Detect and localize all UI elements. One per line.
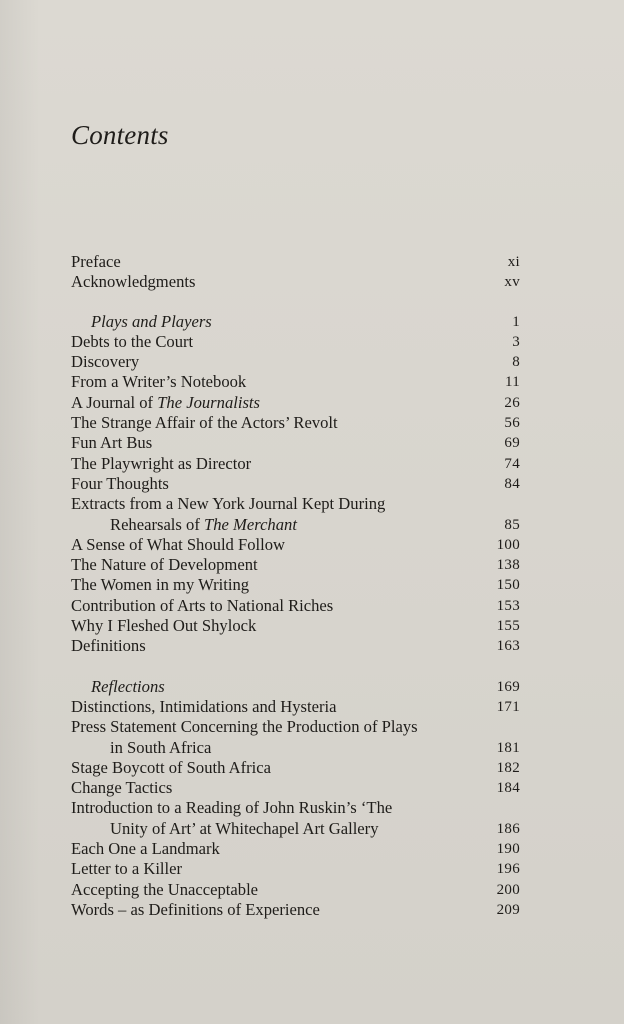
toc-entry bbox=[71, 596, 520, 616]
toc-entry-page: 163 bbox=[496, 638, 520, 655]
toc-entry-preface bbox=[71, 252, 520, 272]
toc-entry-title: Press Statement Concerning the Production of Plays bbox=[71, 717, 418, 737]
table-of-contents bbox=[71, 252, 520, 920]
toc-entry-page: 184 bbox=[496, 780, 520, 797]
toc-entry-title: Introduction to a Reading of John Ruskin’s ‘The bbox=[71, 798, 393, 818]
toc-entry-page: 8 bbox=[512, 354, 520, 371]
toc-entry-page: 155 bbox=[496, 618, 520, 635]
toc-section-page: 1 bbox=[512, 313, 520, 330]
toc-entry-title: Definitions bbox=[71, 636, 146, 656]
toc-entry-page: 171 bbox=[496, 698, 520, 715]
toc-entry-page: 209 bbox=[496, 901, 520, 918]
toc-entry-title: Four Thoughts bbox=[71, 473, 169, 493]
toc-entry-title bbox=[71, 393, 260, 413]
toc-entry-title-italic: The Journalists bbox=[157, 392, 260, 412]
toc-entry-page: 182 bbox=[496, 759, 520, 776]
toc-section-title: Reflections bbox=[91, 676, 165, 696]
toc-entry bbox=[71, 474, 520, 494]
toc-entry-title: Words – as Definitions of Experience bbox=[71, 899, 320, 919]
toc-entry-page: 100 bbox=[496, 536, 520, 553]
toc-entry bbox=[71, 859, 520, 879]
toc-entry bbox=[71, 798, 520, 818]
toc-entry-page: 200 bbox=[496, 881, 520, 898]
toc-entry-title: Each One a Landmark bbox=[71, 839, 220, 859]
toc-section-plays-and-players bbox=[71, 312, 520, 332]
toc-entry-page: 74 bbox=[504, 455, 520, 472]
spacer bbox=[71, 657, 520, 677]
toc-entry-title: Letter to a Killer bbox=[71, 859, 183, 879]
toc-entry-title: The Women in my Writing bbox=[71, 575, 250, 595]
toc-entry bbox=[71, 454, 520, 474]
toc-entry-page: 153 bbox=[496, 597, 520, 614]
toc-entry-page: 190 bbox=[496, 841, 520, 858]
toc-entry-title: Accepting the Unacceptable bbox=[71, 879, 259, 899]
toc-entry-page: 69 bbox=[504, 435, 520, 452]
toc-entry-page: 196 bbox=[496, 861, 520, 878]
toc-entry bbox=[71, 535, 520, 555]
toc-entry-page: 186 bbox=[496, 820, 520, 837]
toc-entry bbox=[71, 372, 520, 392]
toc-entry-title: Acknowledgments bbox=[71, 272, 196, 292]
toc-entry bbox=[71, 839, 520, 859]
toc-entry-title: Unity of Art’ at Whitechapel Art Gallery bbox=[110, 818, 379, 838]
toc-entry bbox=[71, 393, 520, 413]
toc-entry-title: Discovery bbox=[71, 352, 140, 372]
toc-entry-page: 3 bbox=[512, 333, 520, 350]
toc-entry bbox=[71, 352, 520, 372]
toc-entry-acknowledgments bbox=[71, 272, 520, 292]
toc-entry-title: From a Writer’s Notebook bbox=[71, 372, 247, 392]
toc-entry-title: Stage Boycott of South Africa bbox=[71, 757, 272, 777]
toc-section-reflections bbox=[71, 677, 520, 697]
toc-entry-title: Extracts from a New York Journal Kept During bbox=[71, 494, 386, 514]
toc-entry bbox=[71, 697, 520, 717]
toc-entry-title: Why I Fleshed Out Shylock bbox=[71, 616, 257, 636]
toc-entry-title: Fun Art Bus bbox=[71, 433, 153, 453]
toc-entry-title: A Sense of What Should Follow bbox=[71, 534, 286, 554]
toc-entry bbox=[71, 616, 520, 636]
toc-entry bbox=[71, 880, 520, 900]
toc-entry-title: The Playwright as Director bbox=[71, 453, 252, 473]
contents-heading: Contents bbox=[71, 120, 169, 150]
toc-entry bbox=[71, 758, 520, 778]
toc-entry-page: xi bbox=[507, 254, 520, 270]
toc-section-title: Plays and Players bbox=[91, 311, 212, 331]
toc-entry-page: 26 bbox=[504, 394, 520, 411]
toc-entry-title: Preface bbox=[71, 252, 121, 271]
toc-entry bbox=[71, 494, 520, 514]
toc-entry-page: 56 bbox=[504, 415, 520, 432]
toc-entry-page: 150 bbox=[496, 577, 520, 594]
toc-entry bbox=[71, 413, 520, 433]
toc-entry-title: in South Africa bbox=[110, 737, 212, 757]
spacer bbox=[71, 293, 520, 312]
toc-entry bbox=[71, 717, 520, 737]
toc-entry bbox=[71, 900, 520, 920]
toc-section-page: 169 bbox=[496, 678, 520, 695]
toc-entry-title: Debts to the Court bbox=[71, 331, 194, 351]
toc-entry-page: 138 bbox=[496, 557, 520, 574]
toc-entry-page: 181 bbox=[496, 739, 520, 756]
toc-entry bbox=[71, 433, 520, 453]
toc-entry-title bbox=[110, 515, 297, 535]
toc-entry-continuation bbox=[71, 515, 520, 535]
toc-entry-title: The Strange Affair of the Actors’ Revolt bbox=[71, 413, 338, 433]
toc-entry-continuation bbox=[71, 819, 520, 839]
toc-entry-title-prefix: A Journal of bbox=[71, 392, 158, 412]
toc-entry-title: Change Tactics bbox=[71, 778, 173, 798]
toc-entry-title: The Nature of Development bbox=[71, 555, 258, 575]
toc-entry-title: Contribution of Arts to National Riches bbox=[71, 595, 334, 615]
toc-entry bbox=[71, 636, 520, 656]
toc-entry bbox=[71, 332, 520, 352]
toc-entry-page: 85 bbox=[504, 516, 520, 533]
toc-entry-title-italic: The Merchant bbox=[204, 514, 297, 534]
toc-entry bbox=[71, 555, 520, 575]
toc-entry bbox=[71, 778, 520, 798]
toc-entry-page: 84 bbox=[504, 475, 520, 492]
toc-entry-page: xv bbox=[504, 274, 520, 291]
toc-entry-title-prefix: Rehearsals of bbox=[110, 514, 204, 534]
toc-entry bbox=[71, 575, 520, 595]
toc-entry-page: 11 bbox=[504, 374, 520, 391]
toc-entry-title: Distinctions, Intimidations and Hysteria bbox=[71, 696, 337, 716]
toc-entry-continuation bbox=[71, 738, 520, 758]
